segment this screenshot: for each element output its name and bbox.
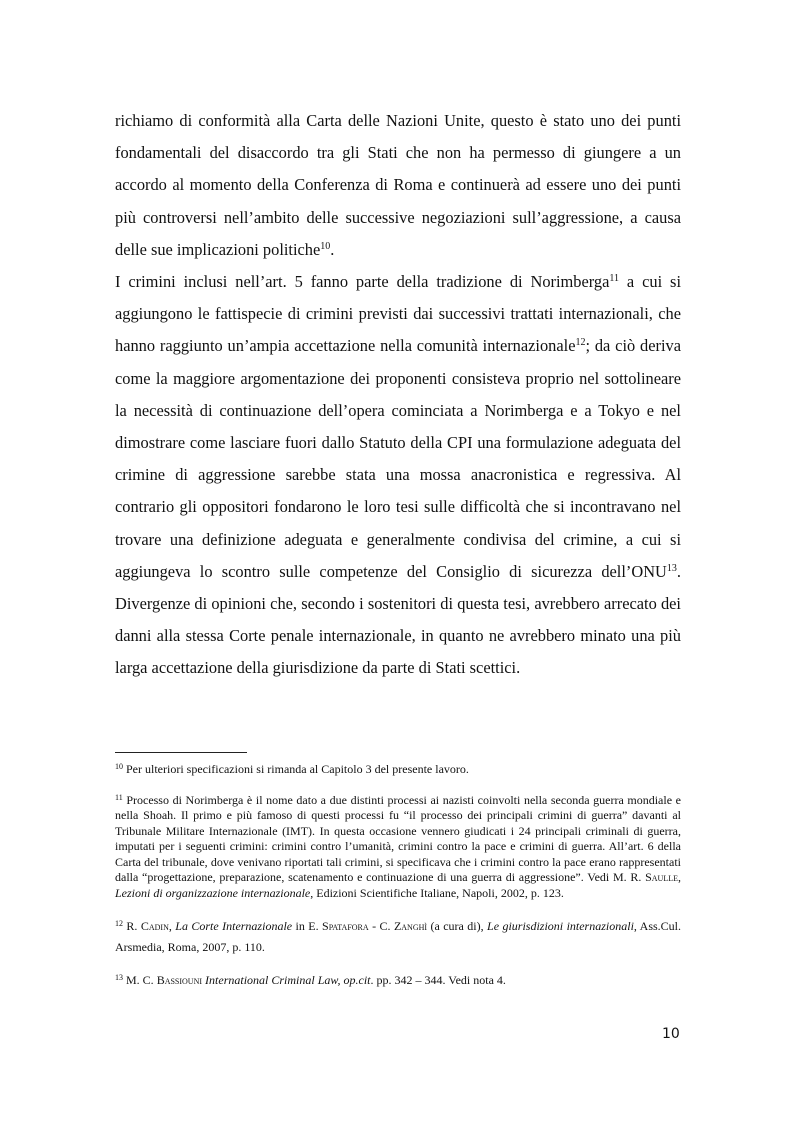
footnote-citation-tail: . pp. 342 – 344. Vedi nota 4.: [370, 973, 506, 987]
footnote-editor: Spatafora: [322, 919, 369, 933]
footnote-separator: [115, 752, 247, 753]
footnote-prefix: R.: [123, 919, 141, 933]
footnote-book-title: Le giurisdizioni internazionali: [487, 919, 634, 933]
footnote-editor: Zanghì: [393, 919, 428, 933]
footnote-connector: - C.: [368, 919, 394, 933]
paragraph-1-text: richiamo di conformità alla Carta delle Nazioni Unite, questo è stato uno dei punti fondamentali del disaccordo tra gli Stati che non ha permesso di giungere a un accordo al momento della Conferenza di Roma e continuerà ad essere uno dei punti più controversi nell’ambito delle successive negoziazioni sull’aggressione, a causa delle sue implicazioni politiche: [115, 111, 681, 259]
footnote-separator-text: ,: [168, 919, 176, 933]
paragraph-2-text-b: a cui si aggiungono le fattispecie di crimini previsti dai successivi trattati internazionali, che hanno raggiunto un’ampia accettazione nella comunità internazionale: [115, 272, 681, 356]
footnote-book-title: Lezioni di organizzazione internazionale: [115, 885, 311, 900]
footnote-connector: in E.: [292, 919, 323, 933]
main-body-text: [115, 105, 681, 685]
footnote-prefix: M. C.: [123, 973, 157, 987]
footnote-12: [115, 916, 681, 958]
footnote-text: Per ulteriori specificazioni si rimanda al Capitolo 3 del presente lavoro.: [123, 762, 469, 776]
footnote-book-title: International Criminal Law, op.cit: [205, 973, 371, 987]
footnote-text: Processo di Norimberga è il nome dato a due distinti processi ai nazisti coinvolti nella seconda guerra mondiale e nella Shoah. Il primo e più famoso di questi processi fu “il processo dei principali crimini di guerra” davanti al Tribunale Militare Internazionale (IMT). In questa occasione vennero giudicati i 24 principali criminali di guerra, imputati per i seguenti crimini: crimini contro l’umanità, crimini contro la pace e crimini di guerra. All’art. 6 della Carta del tribunale, dove venivano riportati tali crimini, si specificava che i crimini contro la pace erano rappresentati dalla “progettazione, preparazione, scatenamento e continuazione di una guerra di aggressione”. Vedi M. R.: [115, 792, 681, 884]
paragraph-1-end: .: [330, 239, 335, 259]
footnote-ref-11: 11: [609, 273, 620, 285]
footnote-13: [115, 973, 681, 989]
paragraph-1: [115, 105, 681, 266]
footnote-author: Saulle: [645, 870, 678, 884]
paragraph-2-text-d: . Divergenze di opinioni che, secondo i sostenitori di questa tesi, avrebbero arrecato dei danni alla stessa Corte penale internazionale, in quanto ne avrebbero minato una più larga accettazione della giurisdizione da parte di Stati scettici.: [115, 561, 681, 678]
footnote-11: [115, 793, 681, 902]
footnote-citation-tail: , Edizioni Scientifiche Italiane, Napoli, 2002, p. 123.: [310, 885, 564, 900]
footnote-connector: (a cura di),: [427, 919, 488, 933]
footnote-citation-tail: , Ass.Cul. Arsmedia, Roma, 2007, p. 110.: [115, 919, 682, 954]
paragraph-2: [115, 266, 681, 685]
footnote-book-title: La Corte Internazionale: [175, 919, 293, 933]
page-number: 10: [662, 1026, 680, 1042]
paragraph-2-text-a: I crimini inclusi nell’art. 5 fanno parte della tradizione di Norimberga: [115, 272, 610, 292]
paragraph-2-text-c: ; da ciò deriva come la maggiore argomentazione dei proponenti consisteva proprio nel sottolineare la necessità di continuazione dell’opera cominciata a Norimberga e a Tokyo e nel dimostrare come lasciare fuori dallo Statuto della CPI una formulazione adeguata del crimine di aggressione sarebbe stata una mossa anacronistica e regressiva. Al contrario gli oppositori fondarono le loro tesi sulle difficoltà che si incontravano nel trovare una definizione adeguata e generalmente condivisa del crimine, a cui si aggiungeva lo scontro sulle competenze del Consiglio di sicurezza dell’ONU: [115, 336, 681, 581]
footnote-ref-13: 13: [666, 562, 677, 574]
footnote-number: 11: [115, 792, 123, 802]
footnote-number: 12: [115, 919, 123, 928]
footnote-number: 13: [115, 973, 123, 982]
footnote-separator-text: ,: [678, 870, 681, 884]
footnotes-section: [115, 762, 681, 1004]
footnote-author: Cadin: [140, 919, 169, 933]
footnote-number: 10: [115, 762, 123, 771]
footnote-ref-10: 10: [320, 240, 331, 252]
footnote-author: Bassiouni: [156, 973, 203, 987]
footnote-ref-12: 12: [575, 337, 586, 349]
footnote-10: [115, 762, 681, 778]
